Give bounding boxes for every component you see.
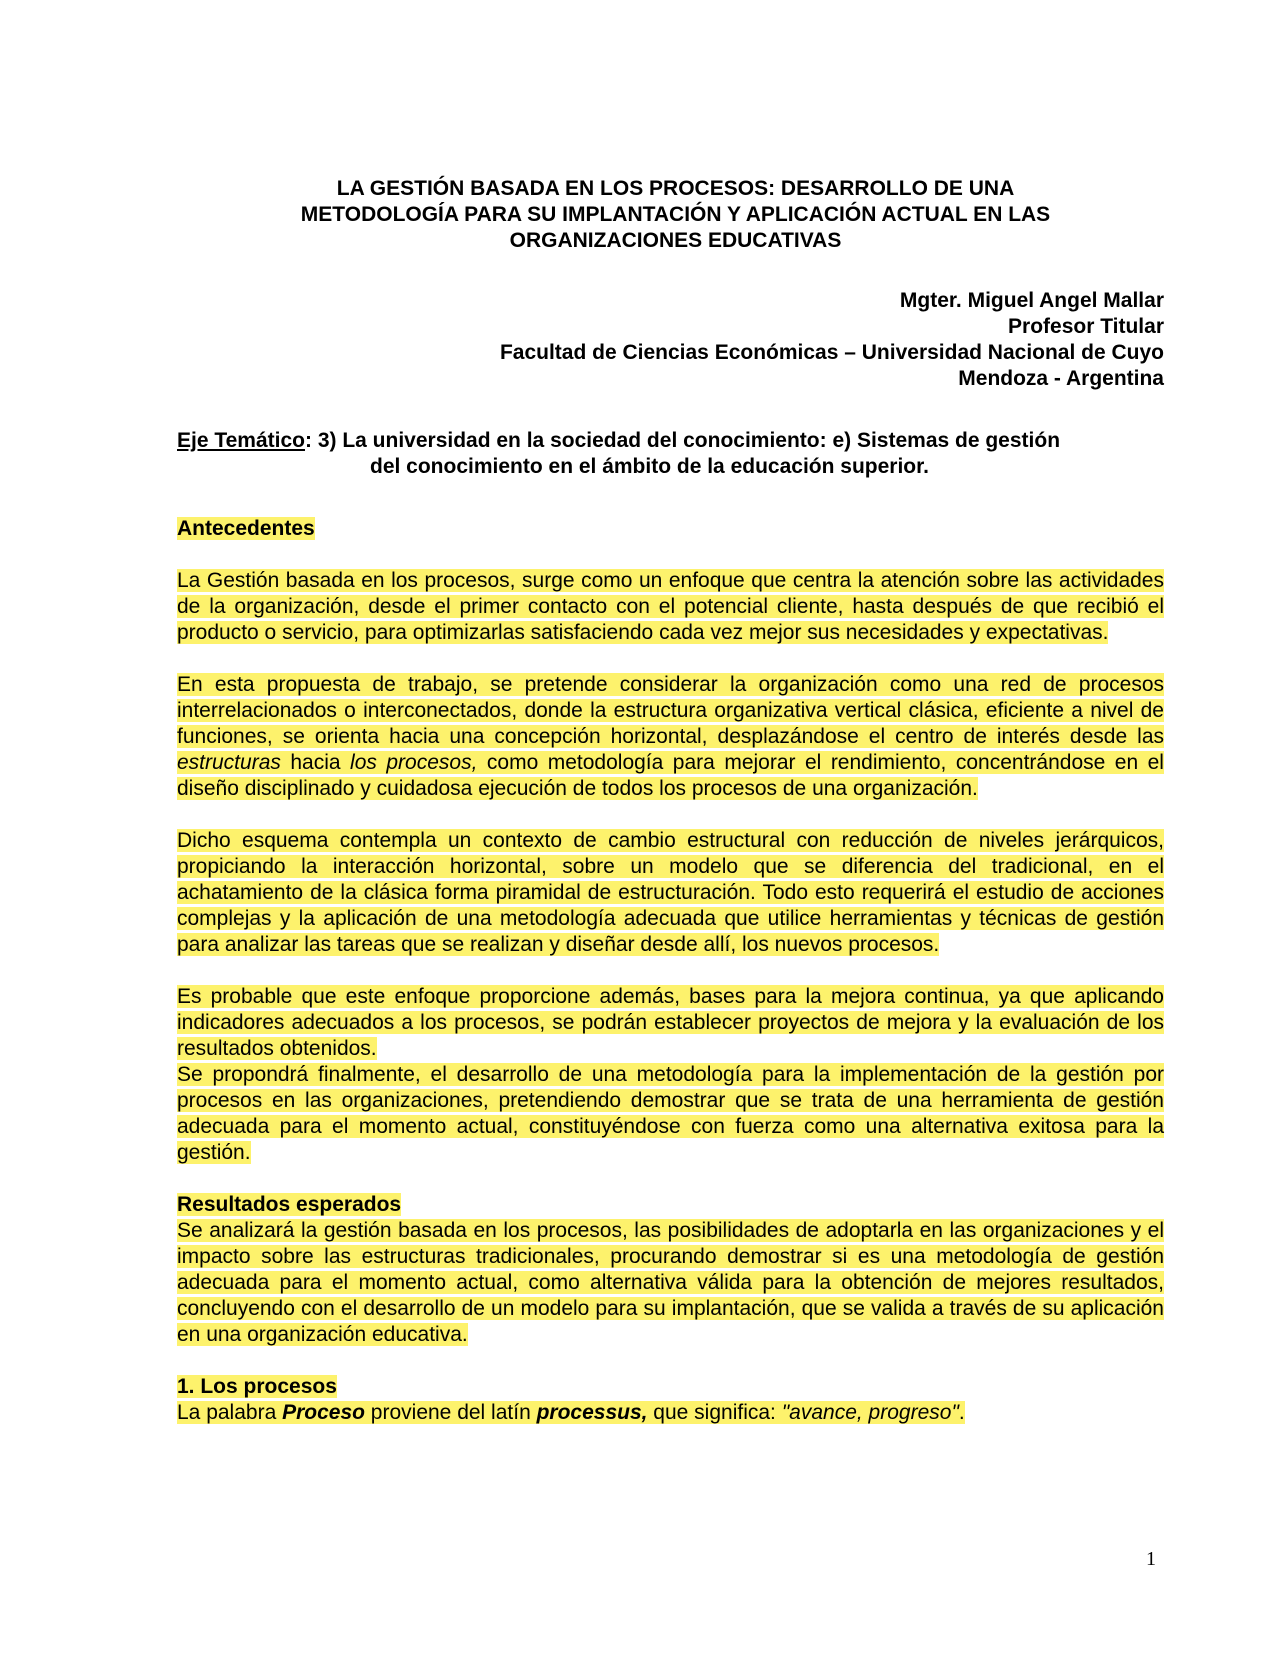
document-title bbox=[177, 176, 1164, 254]
paragraph-text: Es probable que este enfoque proporcione además, bases para la mejora continua, ya que aplicando indicadores adecuados a los procesos, se podrán establecer proyectos de mejora y la evaluación de los resultados obtenidos. bbox=[177, 985, 1164, 1060]
author-institution: Facultad de Ciencias Económicas – Universidad Nacional de Cuyo bbox=[499, 341, 1164, 364]
page-content bbox=[177, 176, 1164, 1426]
title-line-2: METODOLOGÍA PARA SU IMPLANTACIÓN Y APLICACIÓN ACTUAL EN LAS bbox=[300, 203, 1051, 226]
thematic-axis-label: Eje Temático bbox=[177, 429, 305, 452]
thematic-axis-line-2: del conocimiento en el ámbito de la educación superior. bbox=[370, 455, 929, 478]
paragraph-text: La Gestión basada en los procesos, surge como un enfoque que centra la atención sobre las actividades de la organización, desde el primer contacto con el potencial cliente, hasta después de que recibió el producto o servicio, para optimizarlas satisfaciendo cada vez mejor sus necesidades y expectativas. bbox=[177, 569, 1164, 644]
paragraph-text: como metodología para mejorar el rendimiento, concentrándose en el diseño disciplinado y cuidadosa ejecución de todos los procesos de una organización. bbox=[177, 751, 1164, 800]
author-position: Profesor Titular bbox=[1008, 315, 1164, 338]
page-number: 1 bbox=[1146, 1548, 1156, 1570]
emphasis-los-procesos: los procesos, bbox=[350, 751, 478, 774]
author-block bbox=[177, 288, 1164, 392]
section-resultados bbox=[177, 1192, 1164, 1348]
thematic-axis bbox=[177, 428, 1164, 480]
paragraph-text: Dicho esquema contempla un contexto de cambio estructural con reducción de niveles jerárquicos, propiciando la interacción horizontal, sobre un modelo que se diferencia del tradicional, en el achatamiento de la clásica forma piramidal de estructuración. Todo esto requerirá el estudio de acciones complejas y la aplicación de una metodología adecuada que utilice herramientas y técnicas de gestión para analizar las tareas que se realizan y diseñar desde allí, los nuevos procesos. bbox=[177, 829, 1164, 956]
heading-antecedentes-text: Antecedentes bbox=[177, 517, 315, 540]
paragraph-text: que significa: bbox=[647, 1401, 782, 1424]
paragraph-antecedentes-2 bbox=[177, 672, 1164, 802]
paragraph-antecedentes-5 bbox=[177, 1062, 1164, 1166]
section-heading-antecedentes bbox=[177, 516, 1164, 542]
paragraph-text: En esta propuesta de trabajo, se pretende considerar la organización como una red de procesos interrelacionados o interconectados, donde la estructura organizativa vertical clásica, eficiente a nivel de funciones, se orienta hacia una concepción horizontal, desplazándose el centro de interés desde las bbox=[177, 673, 1164, 748]
section-heading-resultados bbox=[177, 1192, 1164, 1218]
paragraph-antecedentes-1 bbox=[177, 568, 1164, 646]
paragraph-antecedentes-3 bbox=[177, 828, 1164, 958]
heading-los-procesos-text: 1. Los procesos bbox=[177, 1375, 337, 1398]
title-line-3: ORGANIZACIONES EDUCATIVAS bbox=[509, 229, 842, 252]
author-name: Mgter. Miguel Angel Mallar bbox=[899, 289, 1164, 312]
emphasis-processus: processus, bbox=[536, 1401, 648, 1424]
title-line-1: LA GESTIÓN BASADA EN LOS PROCESOS: DESARROLLO DE UNA bbox=[336, 177, 1015, 200]
emphasis-proceso: Proceso bbox=[282, 1401, 365, 1424]
author-location: Mendoza - Argentina bbox=[958, 367, 1164, 390]
thematic-axis-line-1: : 3) La universidad en la sociedad del conocimiento: e) Sistemas de gestión bbox=[305, 429, 1061, 452]
paragraph-text: hacia bbox=[280, 751, 351, 774]
section-antecedentes bbox=[177, 516, 1164, 1166]
paragraph-antecedentes-4 bbox=[177, 984, 1164, 1062]
paragraph-text: Se analizará la gestión basada en los procesos, las posibilidades de adoptarla en las organizaciones y el impacto sobre las estructuras tradicionales, procurando demostrar si es una metodología de gestión adecuada para el momento actual, como alternativa válida para la obtención de mejores resultados, concluyendo con el desarrollo de un modelo para su implantación, que se valida a través de su aplicación en una organización educativa. bbox=[177, 1219, 1164, 1346]
section-los-procesos bbox=[177, 1374, 1164, 1426]
emphasis-estructuras: estructuras bbox=[177, 751, 281, 774]
quote-avance-progreso: "avance, progreso" bbox=[781, 1401, 959, 1424]
paragraph-text: La palabra bbox=[177, 1401, 283, 1424]
section-heading-los-procesos bbox=[177, 1374, 1164, 1400]
paragraph-text: proviene del latín bbox=[364, 1401, 537, 1424]
paragraph-text: Se propondrá finalmente, el desarrollo de una metodología para la implementación de la gestión por procesos en las organizaciones, pretendiendo demostrar que se trata de una herramienta de gestión adecuada para el momento actual, constituyéndose con fuerza como una alternativa exitosa para la gestión. bbox=[177, 1063, 1164, 1164]
heading-resultados-text: Resultados esperados bbox=[177, 1193, 402, 1216]
paragraph-procesos-1 bbox=[177, 1400, 1164, 1426]
paragraph-resultados-1 bbox=[177, 1218, 1164, 1348]
paragraph-text: . bbox=[958, 1401, 965, 1424]
